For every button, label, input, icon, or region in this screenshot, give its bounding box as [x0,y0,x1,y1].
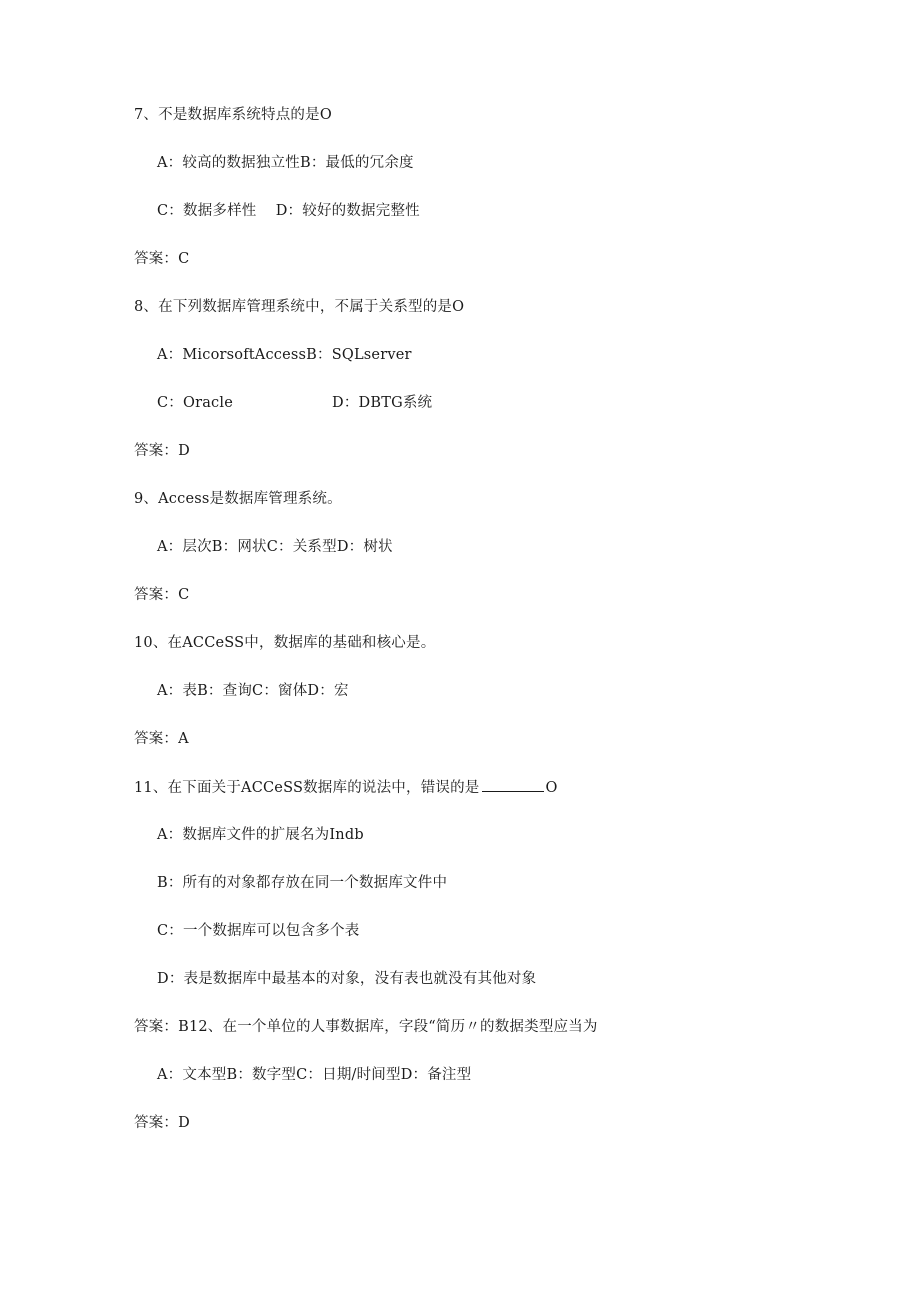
question-7-stem: 7、不是数据库系统特点的是O [134,107,332,123]
question-11-option-a: A：数据库文件的扩展名为Indb [157,827,364,843]
question-12-options: A：文本型B：数字型C：日期/时间型D：备注型 [157,1067,472,1083]
question-8-answer: 答案：D [134,443,190,459]
question-8-option-d: D：DBTG系统 [332,395,433,411]
answer-blank [482,777,544,792]
question-10-stem: 10、在ACCeSS中，数据库的基础和核心是。 [134,635,436,651]
question-10-options: A：表B：查询C：窗体D：宏 [157,683,349,699]
question-10-answer: 答案：A [134,731,189,747]
question-11-option-d: D：表是数据库中最基本的对象，没有表也就没有其他对象 [157,971,537,987]
question-11-answer-and-question-12-stem: 答案：B12、在一个单位的人事数据库，字段“简历〃的数据类型应当为 [134,1019,598,1035]
question-7-answer: 答案：C [134,251,190,267]
question-11-stem-text: 11、在下面关于ACCeSS数据库的说法中，错误的是 [134,780,480,796]
question-7-option-line-1: A：较高的数据独立性B：最低的冗余度 [157,155,414,171]
question-8-stem: 8、在下列数据库管理系统中，不属于关系型的是O [134,299,465,315]
question-11-stem-suffix: O [545,780,558,796]
question-9-answer: 答案：C [134,587,190,603]
question-11-option-b: B：所有的对象都存放在同一个数据库文件中 [157,875,448,891]
question-7-option-line-2: C：数据多样性 D：较好的数据完整性 [157,203,420,219]
question-8-option-line-1: A：MicorsoftAccessB：SQLserver [157,347,412,363]
question-9-stem: 9、Access是数据库管理系统。 [134,491,342,507]
question-9-options: A：层次B：网状C：关系型D：树状 [157,539,393,555]
question-8-option-c: C：Oracle [157,395,233,411]
question-12-answer: 答案：D [134,1115,190,1131]
question-11-stem [134,777,558,798]
question-11-option-c: C：一个数据库可以包含多个表 [157,923,360,939]
